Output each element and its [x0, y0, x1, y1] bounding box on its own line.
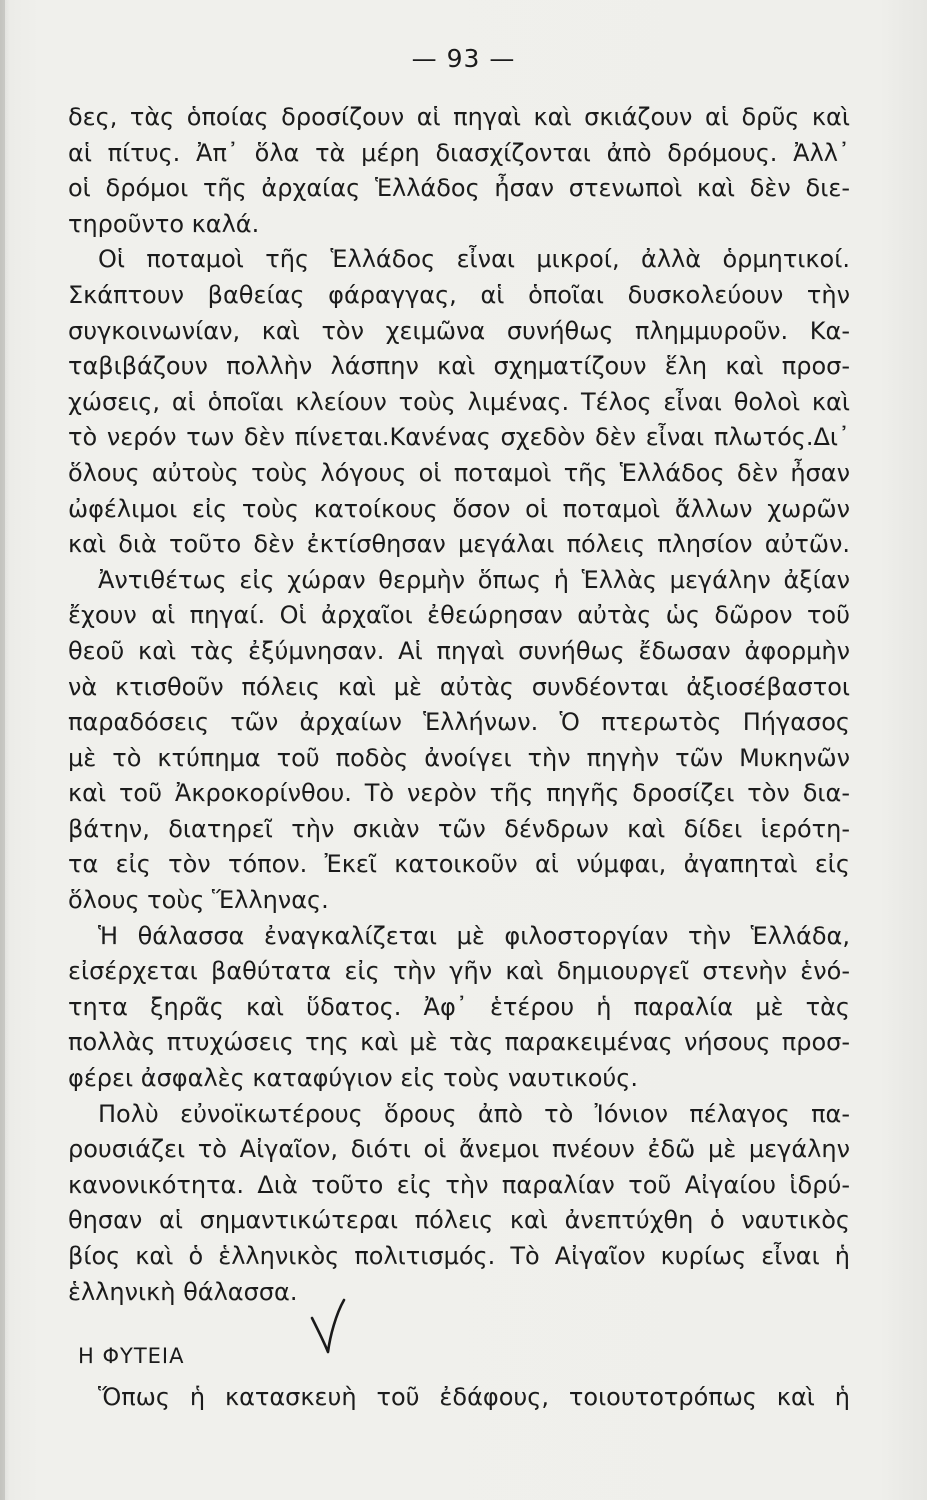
- paragraph-line: ἔχουν αἱ πηγαί. Οἱ ἀρχαῖοι ἐθεώρησαν αὐτὰς ὡς δῶρον τοῦ: [68, 601, 850, 630]
- page-number: — 93 —: [411, 44, 516, 73]
- paragraph-line: ἑλληνικὴ θάλασσα.: [68, 1277, 298, 1306]
- paragraph-line: χώσεις, αἱ ὁποῖαι κλείουν τοὺς λιμένας. Τέλος εἶναι θολοὶ καὶ: [68, 387, 850, 416]
- paragraph-line: αἱ πίτυς. Ἀπ᾽ ὅλα τὰ μέρη διασχίζονται ἀπὸ δρόμους. Ἀλλ᾽: [68, 138, 850, 167]
- paragraph-line: τητα ξηρᾶς καὶ ὕδατος. Ἀφ᾽ ἑτέρου ἡ παραλία μὲ τὰς: [68, 992, 850, 1021]
- paragraph-line: Σκάπτουν βαθείας φάραγγας, αἱ ὁποῖαι δυσκολεύουν τὴν: [68, 280, 850, 309]
- paragraph-line: θεοῦ καὶ τὰς ἐξύμνησαν. Αἱ πηγαὶ συνήθως ἔδωσαν ἀφορμὴν: [68, 636, 850, 665]
- paragraph-line: τὸ νερόν των δὲν πίνεται.Κανένας σχεδὸν δὲν εἶναι πλωτός.Δι᾽: [68, 423, 850, 452]
- paragraph-line: τα εἰς τὸν τόπον. Ἐκεῖ κατοικοῦν αἱ νύμφαι, ἀγαπηταὶ εἰς: [68, 850, 850, 879]
- handwritten-check-mark: [308, 1296, 348, 1356]
- paragraph-line: μὲ τὸ κτύπημα τοῦ ποδὸς ἀνοίγει τὴν πηγὴν τῶν Μυκηνῶν: [68, 743, 850, 772]
- paragraph-line: ὅλους αὐτοὺς τοὺς λόγους οἱ ποταμοὶ τῆς Ἑλλάδος δὲν ἦσαν: [68, 458, 850, 487]
- paragraph-line: οἱ δρόμοι τῆς ἀρχαίας Ἑλλάδος ἦσαν στενωποὶ καὶ δὲν διε-: [68, 174, 850, 203]
- paragraph-line: βίος καὶ ὁ ἑλληνικὸς πολιτισμός. Τὸ Αἰγαῖον κυρίως εἶναι ἡ: [68, 1242, 850, 1270]
- paragraph-line: δες, τὰς ὁποίας δροσίζουν αἱ πηγαὶ καὶ σκιάζουν αἱ δρῦς καὶ: [68, 103, 850, 131]
- paragraph-line: ρουσιάζει τὸ Αἰγαῖον, διότι οἱ ἄνεμοι πνέουν ἐδῶ μὲ μεγάλην: [68, 1135, 850, 1164]
- paragraph-line: τηροῦντο καλά.: [68, 209, 260, 238]
- paragraph-line: παραδόσεις τῶν ἀρχαίων Ἑλλήνων. Ὁ πτερωτὸς Πήγασος: [68, 708, 850, 737]
- paragraph-line: Οἱ ποταμοὶ τῆς Ἑλλάδος εἶναι μικροί, ἀλλὰ ὁρμητικοί.: [98, 245, 850, 274]
- paragraph-line: καὶ διὰ τοῦτο δὲν ἐκτίσθησαν μεγάλαι πόλεις πλησίον αὐτῶν.: [68, 530, 850, 559]
- paragraph-line: εἰσέρχεται βαθύτατα εἰς τὴν γῆν καὶ δημιουργεῖ στενὴν ἑνό-: [68, 957, 850, 986]
- paragraph-line: ὅλους τοὺς Ἕλληνας.: [68, 886, 329, 915]
- body-text: [68, 100, 850, 1310]
- paragraph-line: θησαν αἱ σημαντικώτεραι πόλεις καὶ ἀνεπτύχθη ὁ ναυτικὸς: [68, 1206, 850, 1235]
- paragraph-line: κανονικότητα. Διὰ τοῦτο εἰς τὴν παραλίαν τοῦ Αἰγαίου ἱδρύ-: [68, 1170, 850, 1199]
- paragraph-line: Ἡ θάλασσα ἐναγκαλίζεται μὲ φιλοστοργίαν τὴν Ἑλλάδα,: [98, 921, 850, 950]
- paragraph-line: ταβιβάζουν πολλὴν λάσπην καὶ σχηματίζουν ἕλη καὶ προσ-: [68, 352, 850, 381]
- paragraph-line: βάτην, διατηρεῖ τὴν σκιὰν τῶν δένδρων καὶ δίδει ἱερότη-: [68, 814, 850, 843]
- paragraph-line: ὠφέλιμοι εἰς τοὺς κατοίκους ὅσον οἱ ποταμοὶ ἄλλων χωρῶν: [68, 494, 850, 523]
- paragraph-line: Πολὺ εὐνοϊκωτέρους ὅρους ἀπὸ τὸ Ἰόνιον πέλαγος πα-: [98, 1099, 850, 1128]
- paragraph-line: φέρει ἀσφαλὲς καταφύγιον εἰς τοὺς ναυτικούς.: [68, 1064, 638, 1093]
- paragraph-line: Ἀντιθέτως εἰς χώραν θερμὴν ὅπως ἡ Ἑλλὰς μεγάλην ἀξίαν: [98, 565, 850, 594]
- paragraph-line: Ὅπως ἡ κατασκευὴ τοῦ ἐδάφους, τοιουτοτρόπως καὶ ἡ: [98, 1383, 850, 1411]
- paragraph-line: καὶ τοῦ Ἀκροκορίνθου. Τὸ νερὸν τῆς πηγῆς δροσίζει τὸν δια-: [68, 779, 850, 808]
- paragraph-line: νὰ κτισθοῦν πόλεις καὶ μὲ αὐτὰς συνδέονται ἀξιοσέβαστοι: [68, 672, 850, 701]
- paragraph-line: πολλὰς πτυχώσεις της καὶ μὲ τὰς παρακειμένας νήσους προσ-: [68, 1028, 850, 1057]
- page-binding-edge: [0, 0, 5, 1500]
- section-heading: Η ΦΥΤΕΙΑ: [78, 1344, 185, 1368]
- paragraph-line: συγκοινωνίαν, καὶ τὸν χειμῶνα συνήθως πλημμυροῦν. Κα-: [68, 316, 850, 345]
